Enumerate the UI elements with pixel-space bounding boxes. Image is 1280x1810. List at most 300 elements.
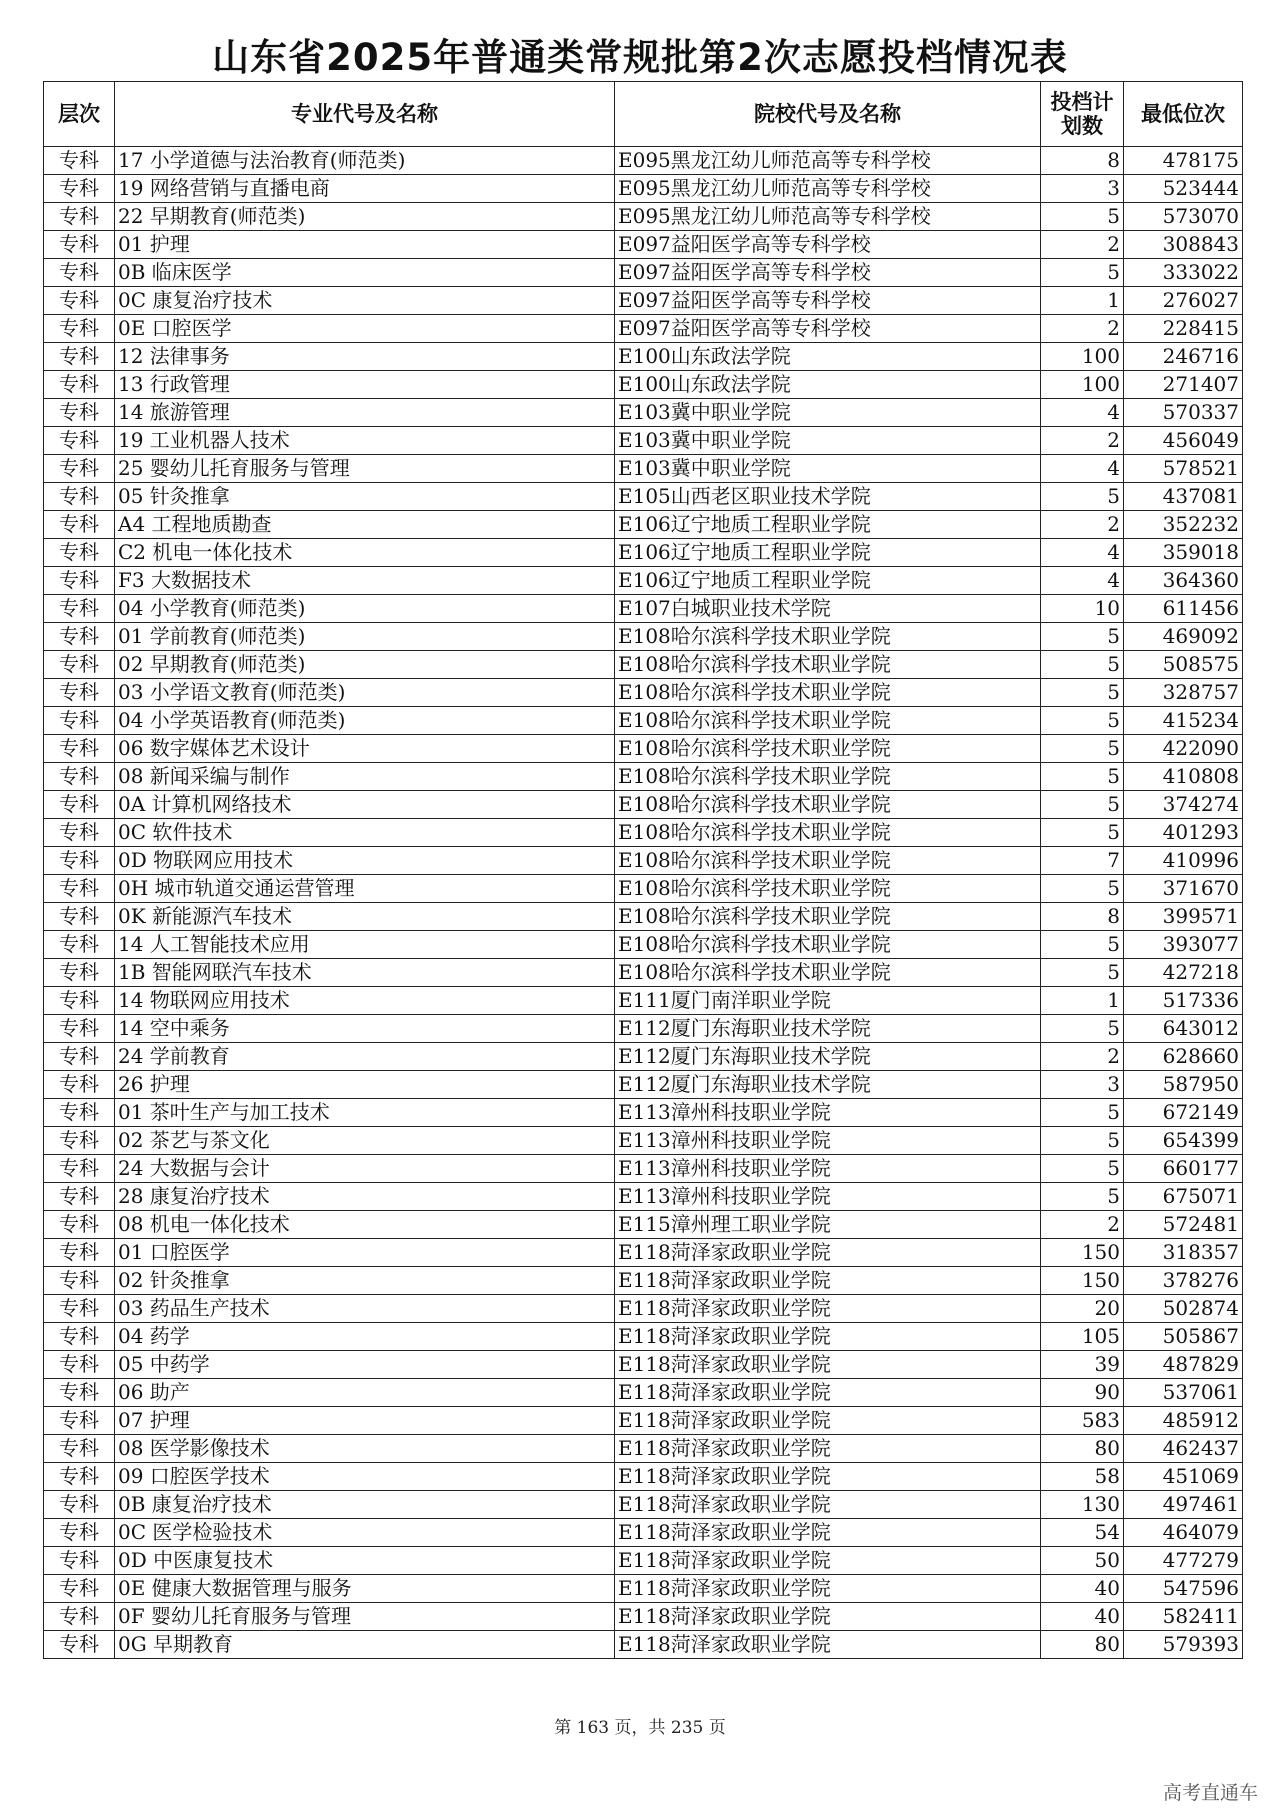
cell-level: 专科 [44, 1043, 115, 1071]
cell-rank: 469092 [1124, 623, 1243, 651]
cell-rank: 578521 [1124, 455, 1243, 483]
table-row [44, 427, 1243, 455]
cell-school: E106辽宁地质工程职业学院 [615, 567, 1041, 595]
cell-school: E118菏泽家政职业学院 [615, 1267, 1041, 1295]
cell-school: E108哈尔滨科学技术职业学院 [615, 847, 1041, 875]
cell-school: E118菏泽家政职业学院 [615, 1379, 1041, 1407]
cell-plan: 54 [1041, 1519, 1124, 1547]
cell-plan: 583 [1041, 1407, 1124, 1435]
table-row [44, 1127, 1243, 1155]
cell-rank: 579393 [1124, 1631, 1243, 1659]
cell-rank: 497461 [1124, 1491, 1243, 1519]
cell-school: E108哈尔滨科学技术职业学院 [615, 623, 1041, 651]
cell-rank: 675071 [1124, 1183, 1243, 1211]
cell-plan: 1 [1041, 287, 1124, 315]
cell-plan: 3 [1041, 1071, 1124, 1099]
cell-plan: 5 [1041, 1155, 1124, 1183]
cell-level: 专科 [44, 1239, 115, 1267]
cell-level: 专科 [44, 175, 115, 203]
cell-major: 07 护理 [115, 1407, 615, 1435]
cell-level: 专科 [44, 847, 115, 875]
cell-major: 01 口腔医学 [115, 1239, 615, 1267]
cell-school: E108哈尔滨科学技术职业学院 [615, 763, 1041, 791]
cell-major: 04 小学教育(师范类) [115, 595, 615, 623]
cell-school: E118菏泽家政职业学院 [615, 1547, 1041, 1575]
table-row [44, 987, 1243, 1015]
table-body [44, 147, 1243, 1659]
cell-rank: 371670 [1124, 875, 1243, 903]
cell-major: 22 早期教育(师范类) [115, 203, 615, 231]
cell-major: 25 婴幼儿托育服务与管理 [115, 455, 615, 483]
cell-plan: 2 [1041, 231, 1124, 259]
cell-plan: 10 [1041, 595, 1124, 623]
cell-level: 专科 [44, 679, 115, 707]
table-row [44, 735, 1243, 763]
cell-level: 专科 [44, 959, 115, 987]
cell-major: 01 护理 [115, 231, 615, 259]
table-row [44, 1295, 1243, 1323]
cell-major: 08 机电一体化技术 [115, 1211, 615, 1239]
cell-rank: 401293 [1124, 819, 1243, 847]
cell-school: E112厦门东海职业技术学院 [615, 1071, 1041, 1099]
cell-school: E108哈尔滨科学技术职业学院 [615, 651, 1041, 679]
cell-major: 0C 医学检验技术 [115, 1519, 615, 1547]
cell-major: 04 药学 [115, 1323, 615, 1351]
cell-major: 19 工业机器人技术 [115, 427, 615, 455]
cell-school: E113漳州科技职业学院 [615, 1127, 1041, 1155]
cell-major: 14 旅游管理 [115, 399, 615, 427]
cell-major: 12 法律事务 [115, 343, 615, 371]
cell-rank: 422090 [1124, 735, 1243, 763]
cell-major: 05 针灸推拿 [115, 483, 615, 511]
cell-rank: 276027 [1124, 287, 1243, 315]
cell-rank: 462437 [1124, 1435, 1243, 1463]
cell-major: 19 网络营销与直播电商 [115, 175, 615, 203]
cell-plan: 50 [1041, 1547, 1124, 1575]
cell-rank: 328757 [1124, 679, 1243, 707]
cell-school: E108哈尔滨科学技术职业学院 [615, 791, 1041, 819]
watermark-logo-text: 高考直通车 [1162, 1782, 1258, 1804]
table-row [44, 875, 1243, 903]
cell-school: E097益阳医学高等专科学校 [615, 315, 1041, 343]
cell-plan: 2 [1041, 315, 1124, 343]
cell-major: 0G 早期教育 [115, 1631, 615, 1659]
cell-plan: 5 [1041, 1127, 1124, 1155]
cell-rank: 228415 [1124, 315, 1243, 343]
cell-major: 02 早期教育(师范类) [115, 651, 615, 679]
cell-rank: 364360 [1124, 567, 1243, 595]
cell-major: 08 医学影像技术 [115, 1435, 615, 1463]
cell-level: 专科 [44, 1631, 115, 1659]
cell-major: 14 人工智能技术应用 [115, 931, 615, 959]
table-row [44, 1575, 1243, 1603]
table-row [44, 1547, 1243, 1575]
cell-major: F3 大数据技术 [115, 567, 615, 595]
table-row [44, 399, 1243, 427]
table-row [44, 1603, 1243, 1631]
table-row [44, 511, 1243, 539]
cell-major: 24 学前教育 [115, 1043, 615, 1071]
cell-school: E108哈尔滨科学技术职业学院 [615, 931, 1041, 959]
header-major: 专业代号及名称 [115, 82, 615, 147]
cell-plan: 39 [1041, 1351, 1124, 1379]
cell-level: 专科 [44, 707, 115, 735]
cell-school: E118菏泽家政职业学院 [615, 1519, 1041, 1547]
cell-rank: 410808 [1124, 763, 1243, 791]
cell-major: 0B 临床医学 [115, 259, 615, 287]
cell-plan: 7 [1041, 847, 1124, 875]
cell-level: 专科 [44, 371, 115, 399]
cell-plan: 2 [1041, 427, 1124, 455]
cell-major: 14 物联网应用技术 [115, 987, 615, 1015]
cell-rank: 374274 [1124, 791, 1243, 819]
cell-school: E108哈尔滨科学技术职业学院 [615, 875, 1041, 903]
table-row [44, 651, 1243, 679]
table-row [44, 679, 1243, 707]
cell-plan: 5 [1041, 1015, 1124, 1043]
cell-school: E118菏泽家政职业学院 [615, 1407, 1041, 1435]
cell-major: 1B 智能网联汽车技术 [115, 959, 615, 987]
cell-level: 专科 [44, 1435, 115, 1463]
cell-rank: 502874 [1124, 1295, 1243, 1323]
cell-school: E108哈尔滨科学技术职业学院 [615, 735, 1041, 763]
cell-level: 专科 [44, 1407, 115, 1435]
cell-major: 02 针灸推拿 [115, 1267, 615, 1295]
cell-major: A4 工程地质勘查 [115, 511, 615, 539]
cell-major: 06 助产 [115, 1379, 615, 1407]
cell-level: 专科 [44, 483, 115, 511]
cell-major: 0A 计算机网络技术 [115, 791, 615, 819]
table-row [44, 1519, 1243, 1547]
cell-level: 专科 [44, 1015, 115, 1043]
cell-level: 专科 [44, 735, 115, 763]
table-row [44, 1239, 1243, 1267]
table-row [44, 259, 1243, 287]
cell-rank: 477279 [1124, 1547, 1243, 1575]
cell-level: 专科 [44, 1155, 115, 1183]
table-row [44, 623, 1243, 651]
cell-plan: 5 [1041, 203, 1124, 231]
table-row [44, 763, 1243, 791]
cell-rank: 410996 [1124, 847, 1243, 875]
cell-plan: 5 [1041, 483, 1124, 511]
header-rank: 最低位次 [1124, 82, 1243, 147]
cell-school: E105山西老区职业技术学院 [615, 483, 1041, 511]
table-row [44, 959, 1243, 987]
cell-plan: 100 [1041, 343, 1124, 371]
cell-rank: 672149 [1124, 1099, 1243, 1127]
cell-plan: 5 [1041, 679, 1124, 707]
cell-school: E112厦门东海职业技术学院 [615, 1043, 1041, 1071]
cell-level: 专科 [44, 763, 115, 791]
cell-major: 17 小学道德与法治教育(师范类) [115, 147, 615, 175]
table-header [44, 82, 1243, 147]
cell-school: E103冀中职业学院 [615, 455, 1041, 483]
table-row [44, 1099, 1243, 1127]
table-row [44, 483, 1243, 511]
cell-school: E095黑龙江幼儿师范高等专科学校 [615, 175, 1041, 203]
cell-rank: 582411 [1124, 1603, 1243, 1631]
cell-plan: 40 [1041, 1603, 1124, 1631]
cell-school: E118菏泽家政职业学院 [615, 1323, 1041, 1351]
cell-major: 06 数字媒体艺术设计 [115, 735, 615, 763]
table-row [44, 287, 1243, 315]
cell-school: E118菏泽家政职业学院 [615, 1631, 1041, 1659]
cell-major: 08 新闻采编与制作 [115, 763, 615, 791]
cell-school: E097益阳医学高等专科学校 [615, 231, 1041, 259]
cell-rank: 456049 [1124, 427, 1243, 455]
cell-level: 专科 [44, 511, 115, 539]
table-row [44, 1407, 1243, 1435]
table-row [44, 707, 1243, 735]
cell-rank: 505867 [1124, 1323, 1243, 1351]
cell-plan: 4 [1041, 539, 1124, 567]
cell-rank: 464079 [1124, 1519, 1243, 1547]
table-row [44, 175, 1243, 203]
table-row [44, 315, 1243, 343]
cell-level: 专科 [44, 791, 115, 819]
cell-rank: 246716 [1124, 343, 1243, 371]
cell-level: 专科 [44, 651, 115, 679]
cell-level: 专科 [44, 231, 115, 259]
cell-plan: 5 [1041, 1099, 1124, 1127]
table-row [44, 1631, 1243, 1659]
table-row [44, 1071, 1243, 1099]
cell-school: E103冀中职业学院 [615, 427, 1041, 455]
cell-plan: 100 [1041, 371, 1124, 399]
cell-plan: 105 [1041, 1323, 1124, 1351]
cell-major: 0C 康复治疗技术 [115, 287, 615, 315]
cell-rank: 487829 [1124, 1351, 1243, 1379]
cell-school: E111厦门南洋职业学院 [615, 987, 1041, 1015]
cell-rank: 427218 [1124, 959, 1243, 987]
cell-level: 专科 [44, 287, 115, 315]
cell-rank: 611456 [1124, 595, 1243, 623]
cell-plan: 150 [1041, 1267, 1124, 1295]
table-row [44, 1491, 1243, 1519]
cell-school: E108哈尔滨科学技术职业学院 [615, 819, 1041, 847]
cell-level: 专科 [44, 903, 115, 931]
cell-level: 专科 [44, 875, 115, 903]
cell-school: E113漳州科技职业学院 [615, 1183, 1041, 1211]
cell-level: 专科 [44, 455, 115, 483]
cell-school: E118菏泽家政职业学院 [615, 1463, 1041, 1491]
cell-school: E103冀中职业学院 [615, 399, 1041, 427]
cell-level: 专科 [44, 1127, 115, 1155]
cell-level: 专科 [44, 1491, 115, 1519]
cell-major: 28 康复治疗技术 [115, 1183, 615, 1211]
cell-rank: 393077 [1124, 931, 1243, 959]
cell-rank: 451069 [1124, 1463, 1243, 1491]
cell-rank: 643012 [1124, 1015, 1243, 1043]
table-row [44, 1183, 1243, 1211]
page-footer: 第 163 页，共 235 页 [554, 1718, 726, 1738]
cell-rank: 508575 [1124, 651, 1243, 679]
cell-level: 专科 [44, 539, 115, 567]
table-row [44, 371, 1243, 399]
cell-major: 0D 物联网应用技术 [115, 847, 615, 875]
table-row [44, 791, 1243, 819]
table-row [44, 147, 1243, 175]
cell-major: 0H 城市轨道交通运营管理 [115, 875, 615, 903]
cell-plan: 40 [1041, 1575, 1124, 1603]
cell-major: 0E 口腔医学 [115, 315, 615, 343]
cell-plan: 5 [1041, 819, 1124, 847]
cell-rank: 478175 [1124, 147, 1243, 175]
table-row [44, 203, 1243, 231]
cell-rank: 399571 [1124, 903, 1243, 931]
cell-major: 26 护理 [115, 1071, 615, 1099]
cell-plan: 5 [1041, 763, 1124, 791]
cell-school: E095黑龙江幼儿师范高等专科学校 [615, 203, 1041, 231]
cell-plan: 90 [1041, 1379, 1124, 1407]
cell-level: 专科 [44, 1183, 115, 1211]
cell-level: 专科 [44, 203, 115, 231]
cell-plan: 4 [1041, 399, 1124, 427]
cell-plan: 5 [1041, 791, 1124, 819]
cell-school: E107白城职业技术学院 [615, 595, 1041, 623]
cell-plan: 5 [1041, 959, 1124, 987]
cell-school: E112厦门东海职业技术学院 [615, 1015, 1041, 1043]
cell-rank: 570337 [1124, 399, 1243, 427]
cell-school: E108哈尔滨科学技术职业学院 [615, 679, 1041, 707]
cell-rank: 359018 [1124, 539, 1243, 567]
cell-plan: 150 [1041, 1239, 1124, 1267]
cell-level: 专科 [44, 931, 115, 959]
cell-school: E118菏泽家政职业学院 [615, 1295, 1041, 1323]
cell-school: E115漳州理工职业学院 [615, 1211, 1041, 1239]
cell-rank: 437081 [1124, 483, 1243, 511]
cell-major: 05 中药学 [115, 1351, 615, 1379]
cell-major: 0F 婴幼儿托育服务与管理 [115, 1603, 615, 1631]
cell-major: 24 大数据与会计 [115, 1155, 615, 1183]
cell-level: 专科 [44, 315, 115, 343]
table-row [44, 567, 1243, 595]
cell-plan: 1 [1041, 987, 1124, 1015]
table-row [44, 931, 1243, 959]
page-title: 山东省2025年普通类常规批第2次志愿投档情况表 [212, 36, 1068, 79]
cell-rank: 537061 [1124, 1379, 1243, 1407]
cell-level: 专科 [44, 1603, 115, 1631]
header-school: 院校代号及名称 [615, 82, 1041, 147]
table-row [44, 1351, 1243, 1379]
cell-major: 0E 健康大数据管理与服务 [115, 1575, 615, 1603]
cell-major: 0C 软件技术 [115, 819, 615, 847]
cell-plan: 2 [1041, 1043, 1124, 1071]
cell-level: 专科 [44, 1379, 115, 1407]
cell-school: E100山东政法学院 [615, 343, 1041, 371]
cell-major: 01 学前教育(师范类) [115, 623, 615, 651]
table-row [44, 847, 1243, 875]
cell-rank: 523444 [1124, 175, 1243, 203]
cell-school: E118菏泽家政职业学院 [615, 1239, 1041, 1267]
cell-plan: 2 [1041, 511, 1124, 539]
cell-school: E097益阳医学高等专科学校 [615, 259, 1041, 287]
cell-level: 专科 [44, 1351, 115, 1379]
cell-major: 13 行政管理 [115, 371, 615, 399]
cell-level: 专科 [44, 1267, 115, 1295]
table-row [44, 343, 1243, 371]
table-row [44, 819, 1243, 847]
cell-level: 专科 [44, 427, 115, 455]
cell-rank: 654399 [1124, 1127, 1243, 1155]
cell-plan: 5 [1041, 875, 1124, 903]
cell-rank: 572481 [1124, 1211, 1243, 1239]
cell-level: 专科 [44, 1099, 115, 1127]
cell-plan: 80 [1041, 1631, 1124, 1659]
cell-major: 03 小学语文教育(师范类) [115, 679, 615, 707]
cell-rank: 415234 [1124, 707, 1243, 735]
cell-rank: 378276 [1124, 1267, 1243, 1295]
cell-school: E106辽宁地质工程职业学院 [615, 539, 1041, 567]
table-row [44, 903, 1243, 931]
table-row [44, 1323, 1243, 1351]
cell-plan: 4 [1041, 455, 1124, 483]
cell-major: 02 茶艺与茶文化 [115, 1127, 615, 1155]
table-row [44, 1211, 1243, 1239]
cell-level: 专科 [44, 147, 115, 175]
cell-level: 专科 [44, 1519, 115, 1547]
cell-level: 专科 [44, 1323, 115, 1351]
cell-school: E118菏泽家政职业学院 [615, 1351, 1041, 1379]
cell-rank: 587950 [1124, 1071, 1243, 1099]
cell-major: 01 茶叶生产与加工技术 [115, 1099, 615, 1127]
table-row [44, 1463, 1243, 1491]
cell-rank: 517336 [1124, 987, 1243, 1015]
cell-school: E113漳州科技职业学院 [615, 1155, 1041, 1183]
cell-plan: 80 [1041, 1435, 1124, 1463]
cell-level: 专科 [44, 1575, 115, 1603]
cell-school: E118菏泽家政职业学院 [615, 1575, 1041, 1603]
cell-rank: 573070 [1124, 203, 1243, 231]
table-row [44, 455, 1243, 483]
table-row [44, 1155, 1243, 1183]
table-row [44, 1379, 1243, 1407]
cell-plan: 3 [1041, 175, 1124, 203]
cell-major: 14 空中乘务 [115, 1015, 615, 1043]
cell-level: 专科 [44, 343, 115, 371]
header-plan: 投档计划数 [1041, 82, 1124, 147]
cell-level: 专科 [44, 595, 115, 623]
cell-rank: 318357 [1124, 1239, 1243, 1267]
cell-rank: 308843 [1124, 231, 1243, 259]
cell-major: 03 药品生产技术 [115, 1295, 615, 1323]
cell-rank: 352232 [1124, 511, 1243, 539]
cell-level: 专科 [44, 399, 115, 427]
cell-level: 专科 [44, 1211, 115, 1239]
cell-school: E108哈尔滨科学技术职业学院 [615, 903, 1041, 931]
table-row [44, 1043, 1243, 1071]
cell-level: 专科 [44, 987, 115, 1015]
cell-major: 0K 新能源汽车技术 [115, 903, 615, 931]
cell-major: 0B 康复治疗技术 [115, 1491, 615, 1519]
cell-plan: 8 [1041, 903, 1124, 931]
cell-plan: 5 [1041, 623, 1124, 651]
cell-plan: 5 [1041, 1183, 1124, 1211]
cell-school: E118菏泽家政职业学院 [615, 1435, 1041, 1463]
cell-major: 0D 中医康复技术 [115, 1547, 615, 1575]
cell-major: C2 机电一体化技术 [115, 539, 615, 567]
cell-school: E118菏泽家政职业学院 [615, 1603, 1041, 1631]
table-row [44, 231, 1243, 259]
cell-rank: 333022 [1124, 259, 1243, 287]
cell-rank: 485912 [1124, 1407, 1243, 1435]
cell-plan: 4 [1041, 567, 1124, 595]
cell-level: 专科 [44, 567, 115, 595]
cell-level: 专科 [44, 819, 115, 847]
cell-plan: 5 [1041, 931, 1124, 959]
cell-plan: 58 [1041, 1463, 1124, 1491]
